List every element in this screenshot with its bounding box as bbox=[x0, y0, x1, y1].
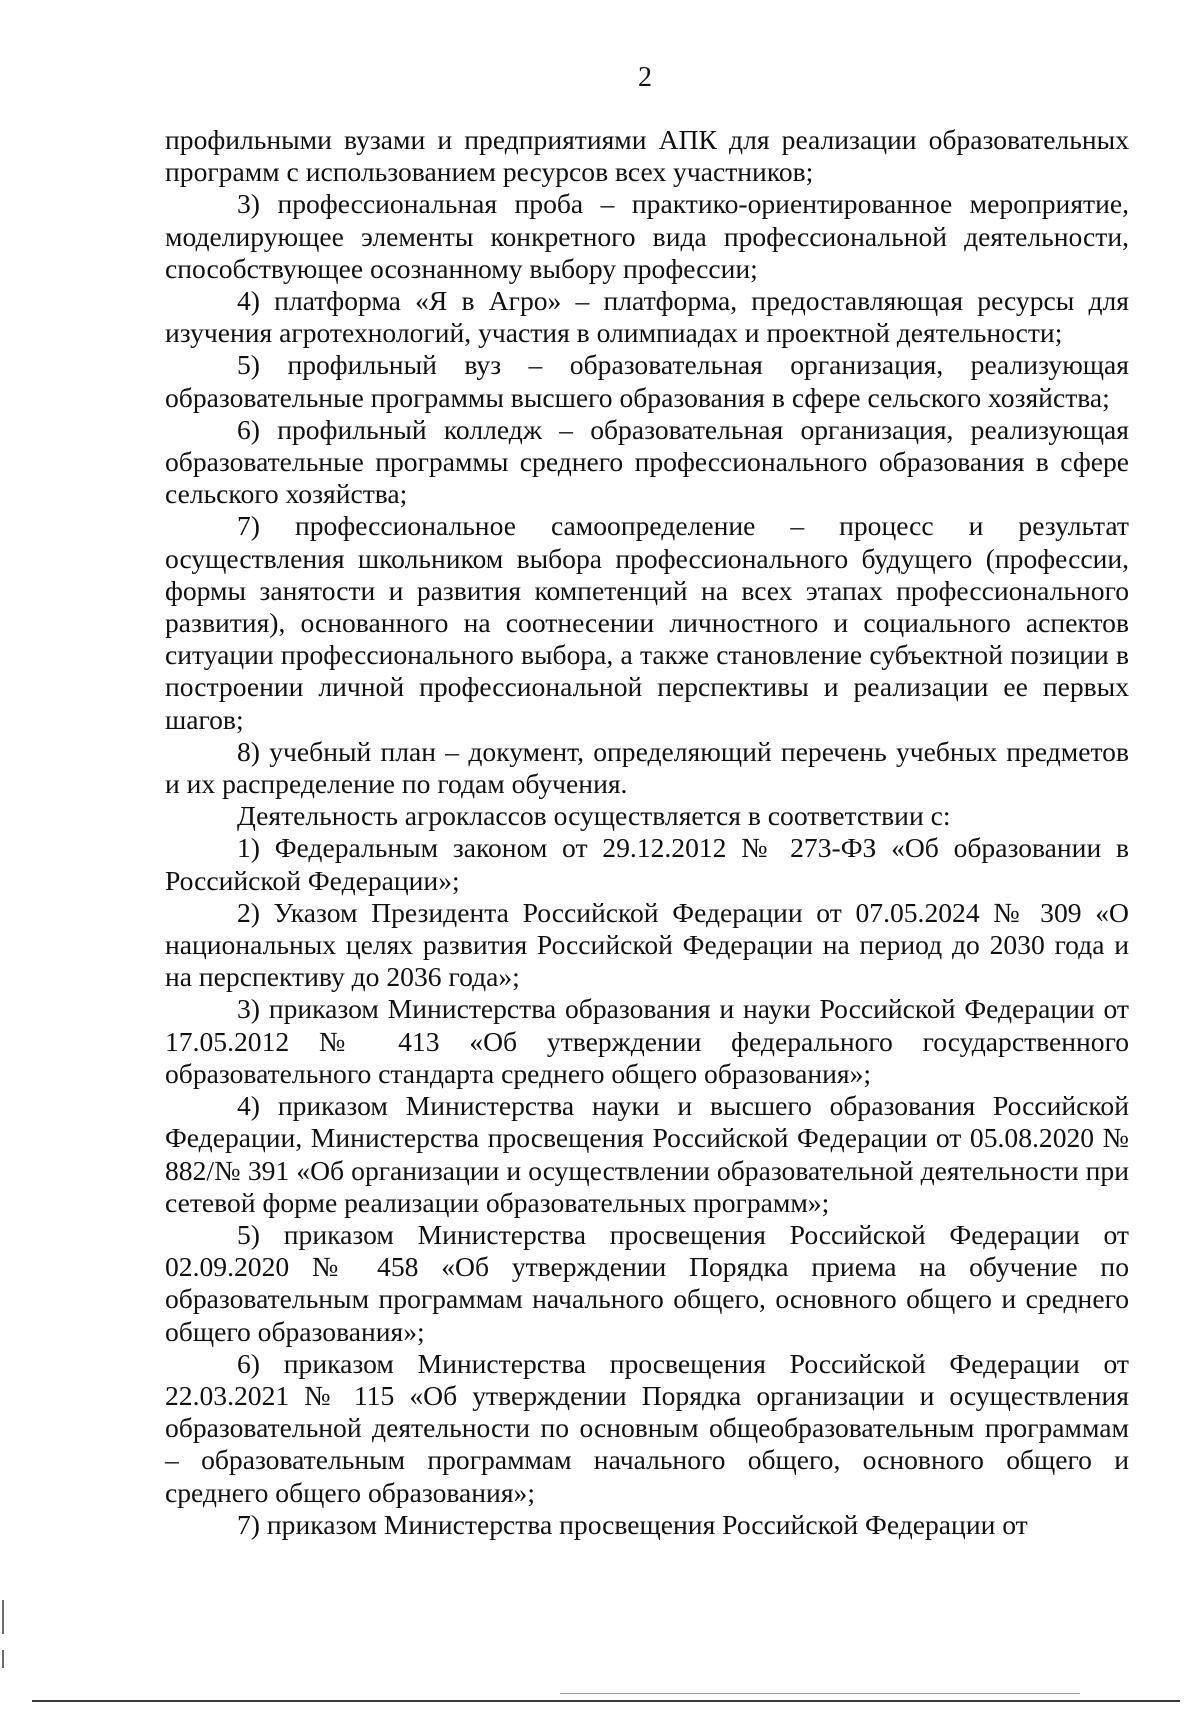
paragraph-definition-3: 3) профессиональная проба – практико-ориентированное мероприятие, моделирующее элементы конкретного вида профессиональной деятельности, способствующее осознанному выбору профессии; bbox=[165, 188, 1129, 284]
paragraph-definition-6: 6) профильный колледж – образовательная организация, реализующая образовательные программы среднего профессионального образования в сфере сельского хозяйства; bbox=[165, 413, 1129, 510]
paragraph-definition-8: 8) учебный план – документ, определяющий перечень учебных предметов и их распределение по годам обучения. bbox=[165, 735, 1129, 800]
paragraph-definition-4: 4) платформа «Я в Агро» – платформа, предоставляющая ресурсы для изучения агротехнологий, участия в олимпиадах и проектной деятельности; bbox=[165, 285, 1129, 349]
scan-edge-mark bbox=[2, 1650, 4, 1668]
scan-artifact-line bbox=[560, 1693, 1080, 1694]
page-bottom-border bbox=[32, 1700, 1180, 1702]
paragraph-definition-5: 5) профильный вуз – образовательная организация, реализующая образовательные программы высшего образования в сфере сельского хозяйства; bbox=[165, 349, 1129, 413]
paragraph-definition-7: 7) профессиональное самоопределение – процесс и результат осуществления школьником выбора профессионального будущего (профессии, формы занятости и развития компетенций на всех этапах профессионального развития), основанного на соотнесении личностного и социального аспектов ситуации профессионального выбора, а также становление субъектной позиции в построении личной профессиональной перспективы и реализации ее первых шагов; bbox=[165, 510, 1129, 735]
paragraph-legal-basis-2: 2) Указом Президента Российской Федерации от 07.05.2024 № 309 «О национальных целях развития Российской Федерации на период до 2030 года и на перспективу до 2036 года»; bbox=[165, 896, 1129, 993]
paragraph-legal-basis-3: 3) приказом Министерства образования и науки Российской Федерации от 17.05.2012 № 413 «Об утверждении федерального государственного образовательного стандарта среднего общего образования»; bbox=[165, 993, 1129, 1089]
paragraph-legal-basis-5: 5) приказом Министерства просвещения Российской Федерации от 02.09.2020 № 458 «Об утверждении Порядка приема на обучение по образовательным программам начального общего, основного общего и среднего общего образования»; bbox=[165, 1218, 1129, 1347]
page-number: 2 bbox=[638, 62, 652, 93]
paragraph-legal-basis-4: 4) приказом Министерства науки и высшего образования Российской Федерации, Министерства просвещения Российской Федерации от 05.08.2020 № 882/№ 391 «Об организации и осуществлении образовательной деятельности при сетевой форме реализации образовательных программ»; bbox=[165, 1090, 1129, 1218]
scan-edge-mark bbox=[2, 1600, 4, 1634]
document-body bbox=[165, 124, 1129, 1541]
paragraph-legal-basis-7: 7) приказом Министерства просвещения Российской Федерации от bbox=[237, 1508, 1028, 1540]
paragraph-legal-basis-intro: Деятельность агроклассов осуществляется в соответствии с: bbox=[237, 800, 951, 832]
paragraph-continuation: профильными вузами и предприятиями АПК для реализации образовательных программ с использованием ресурсов всех участников; bbox=[165, 124, 1129, 188]
paragraph-legal-basis-1: 1) Федеральным законом от 29.12.2012 № 273-ФЗ «Об образовании в Российской Федерации»; bbox=[165, 832, 1129, 896]
paragraph-legal-basis-6: 6) приказом Министерства просвещения Российской Федерации от 22.03.2021 № 115 «Об утверждении Порядка организации и осуществления образовательной деятельности по основным общеобразовательным программам – образовательным программам начального общего, основного общего и среднего общего образования»; bbox=[165, 1347, 1129, 1508]
